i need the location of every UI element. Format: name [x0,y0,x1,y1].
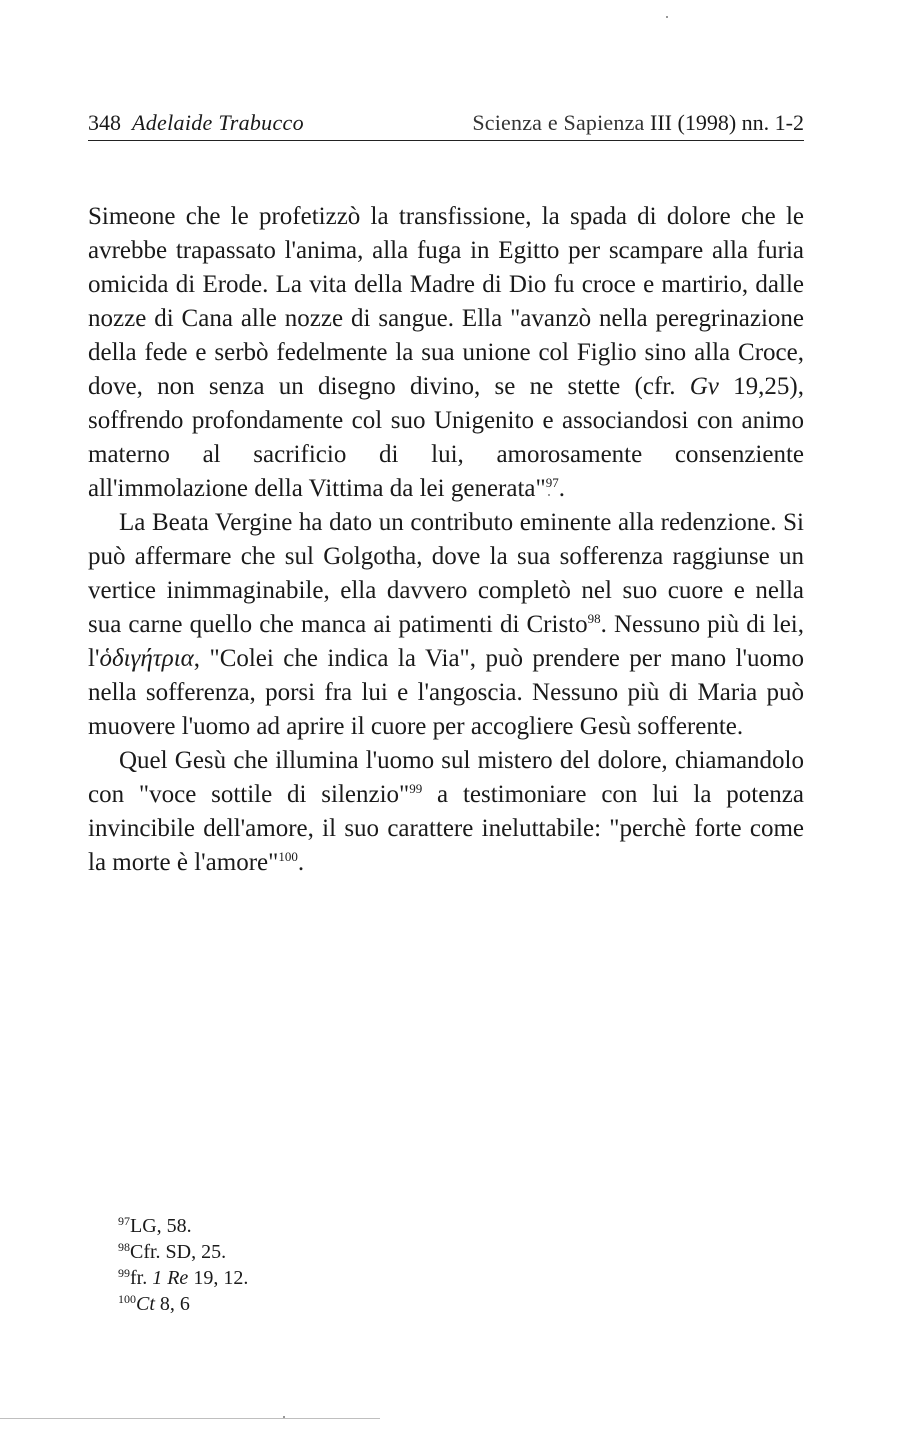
italic-text: Gv [689,373,719,400]
scan-speck [666,16,668,18]
running-header [88,110,804,144]
footnote-number: 99 [118,1266,130,1280]
footnote-number: 100 [118,1292,136,1306]
text-run: 19,25), soffrendo profondamente col suo Unigenito e associandosi con animo materno al sacrificio di lui, amorosamente consenziente all'immolazione della Vittima da lei generata" [88,373,804,502]
footnote [118,1239,518,1265]
footnote [118,1265,518,1291]
text-run: a testimoniare con lui la potenza invincibile dell'amore, il suo carattere ineluttabile: "perchè forte come la morte è l'amore" [88,781,804,876]
scan-speck [283,1416,285,1418]
text-run: , "Colei che indica la Via", può prendere per mano l'uomo nella sofferenza, porsi fra lui e l'angoscia. Nessuno più di Maria può muovere l'uomo ad aprire il cuore per accogliere Gesù sofferente. [88,645,804,740]
footnote-number: 97 [118,1214,130,1228]
paragraph [88,200,804,506]
journal-volume: III (1998) nn. 1-2 [650,110,804,135]
italic-text: ὁδιγήτρια [99,645,194,672]
footnote-ref: 100 [278,849,298,864]
text-run: . Nessuno più di lei, l' [88,611,804,672]
text-run: La Beata Vergine ha dato un contributo eminente alla redenzione. Si può affermare che sul Golgotha, dove la sua sofferenza raggiunse un vertice inimmaginabile, ella davvero completò nel suo cuore e nella sua carne quello che manca ai patimenti di Cristo [88,509,804,638]
text-run: . [558,475,565,502]
footnote-number: 98 [118,1240,130,1254]
paragraph [88,506,804,744]
footnotes [118,1213,518,1317]
journal-citation [472,110,804,136]
text-run: 8, 6 [154,1293,190,1315]
body-text [88,200,804,880]
footnote-ref: 98 [587,611,601,626]
footnote-ref: 97 [545,475,559,490]
header-rule [88,140,804,141]
running-author: Adelaide Trabucco [132,110,304,135]
text-run: 19, 12. [188,1267,249,1289]
footnote [118,1213,518,1239]
italic-text: Ct [136,1293,155,1315]
text-run: Simeone che le profetizzò la transfissione, la spada di dolore che le avrebbe trapassato l'anima, alla fuga in Egitto per scampare alla furia omicida di Erode. La vita della Madre di Dio fu croce e martirio, dalle nozze di Cana alle nozze di sangue. Ella "avanzò nella peregrinazione della fede e serbò fedelmente la sua unione col Figlio sino alla Croce, dove, non senza un disegno divino, se ne stette (cfr. [88,203,804,400]
footnote [118,1291,518,1317]
paragraph [88,744,804,880]
scan-speck [548,494,550,496]
page-number: 348 [88,110,121,135]
text-run: LG, 58. [130,1215,192,1237]
bottom-scan-line [0,1418,380,1419]
text-run: . [297,849,305,876]
text-run: Cfr. SD, 25. [130,1241,227,1263]
text-run: fr. [130,1267,153,1289]
italic-text: 1 Re [152,1267,189,1289]
text-run: Quel Gesù che illumina l'uomo sul mistero del dolore, chiamandolo con "voce sottile di silenzio" [88,747,804,808]
footnote-ref: 99 [409,781,423,796]
journal-name: Scienza e Sapienza [472,110,645,135]
